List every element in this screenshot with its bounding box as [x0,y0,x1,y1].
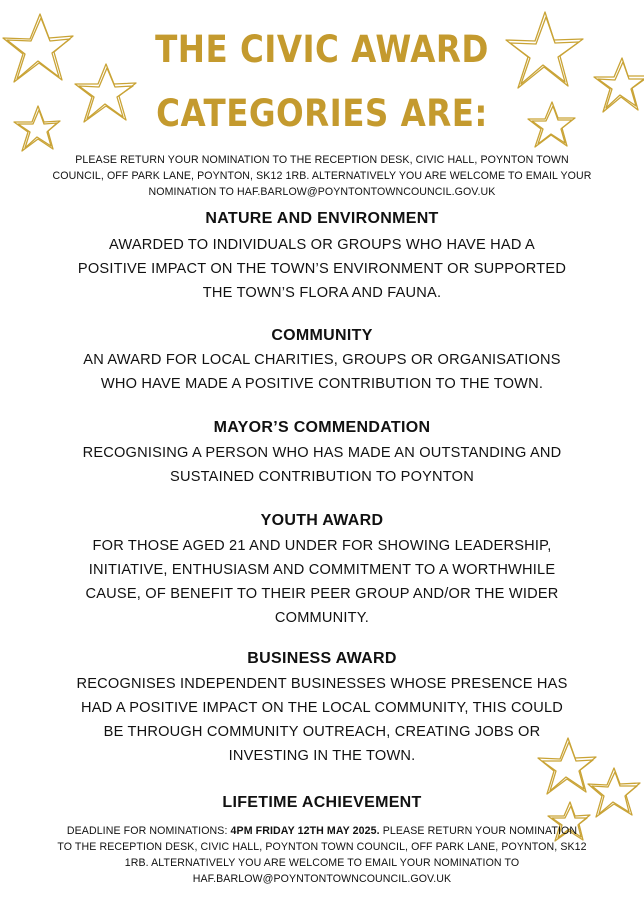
category-title-mayors-commendation: MAYOR’S COMMENDATION [213,419,431,436]
desc-line: THE TOWN’S FLORA AND FAUNA. [202,285,442,301]
intro-line-2: COUNCIL, OFF PARK LANE, POYNTON, SK12 1RB. ALTERNATIVELY YOU ARE WELCOME TO EMAIL YOUR [52,170,592,182]
footer-line-3: 1RB. ALTERNATIVELY YOU ARE WELCOME TO EMAIL YOUR NOMINATION TO [124,857,520,869]
footer-line-1 [14,823,630,839]
deadline-prefix: DEADLINE FOR NOMINATIONS: [66,825,231,837]
desc-line: RECOGNISES INDEPENDENT BUSINESSES WHOSE PRESENCE HAS [76,676,568,692]
desc-line: FOR THOSE AGED 21 AND UNDER FOR SHOWING LEADERSHIP, [92,538,552,554]
desc-line: AWARDED TO INDIVIDUALS OR GROUPS WHO HAVE HAD A [109,237,535,253]
footer-line-1-rest: PLEASE RETURN YOUR NOMINATION [379,825,578,837]
desc-line: POSITIVE IMPACT ON THE TOWN’S ENVIRONMENT OR SUPPORTED [77,261,567,277]
title-line-2: CATEGORIES ARE: [156,92,488,135]
category-desc-youth [40,534,604,630]
desc-line: INITIATIVE, ENTHUSIASM AND COMMITMENT TO A WORTHWHILE [88,562,556,578]
category-title-lifetime: LIFETIME ACHIEVEMENT [222,794,422,811]
footer-line-4: HAF.BARLOW@POYNTONTOWNCOUNCIL.GOV.UK [192,873,452,885]
desc-line: CAUSE, OF BENEFIT TO THEIR PEER GROUP AND/OR THE WIDER [85,586,559,602]
category-title-community: COMMUNITY [271,327,373,344]
deadline-date: 4PM FRIDAY 12TH MAY 2025. [230,825,380,837]
footer-text [14,823,630,887]
desc-line: HAD A POSITIVE IMPACT ON THE LOCAL COMMUNITY, THIS COULD [80,700,564,716]
page-title [39,28,606,136]
category-title-nature: NATURE AND ENVIRONMENT [205,210,439,227]
title-line-1: THE CIVIC AWARD [155,28,489,71]
desc-line: RECOGNISING A PERSON WHO HAS MADE AN OUTSTANDING AND [82,445,562,461]
desc-line: BE THROUGH COMMUNITY OUTREACH, CREATING JOBS OR [103,724,541,740]
intro-text [10,152,634,200]
category-desc-community [40,348,604,396]
intro-line-3: NOMINATION TO HAF.BARLOW@POYNTONTOWNCOUNCIL.GOV.UK [148,186,496,198]
intro-line-1: PLEASE RETURN YOUR NOMINATION TO THE RECEPTION DESK, CIVIC HALL, POYNTON TOWN [75,154,569,166]
category-title-youth: YOUTH AWARD [260,512,384,529]
category-desc-nature [40,233,604,305]
category-title-business: BUSINESS AWARD [247,650,397,667]
desc-line: COMMUNITY. [274,610,370,626]
category-desc-mayors-commendation [40,441,604,489]
category-desc-business [40,672,604,768]
desc-line: INVESTING IN THE TOWN. [228,748,416,764]
footer-line-2: TO THE RECEPTION DESK, CIVIC HALL, POYNTON TOWN COUNCIL, OFF PARK LANE, POYNTON, SK12 [57,841,587,853]
desc-line: SUSTAINED CONTRIBUTION TO POYNTON [170,469,474,485]
desc-line: WHO HAVE MADE A POSITIVE CONTRIBUTION TO THE TOWN. [100,376,544,392]
desc-line: AN AWARD FOR LOCAL CHARITIES, GROUPS OR ORGANISATIONS [83,352,561,368]
